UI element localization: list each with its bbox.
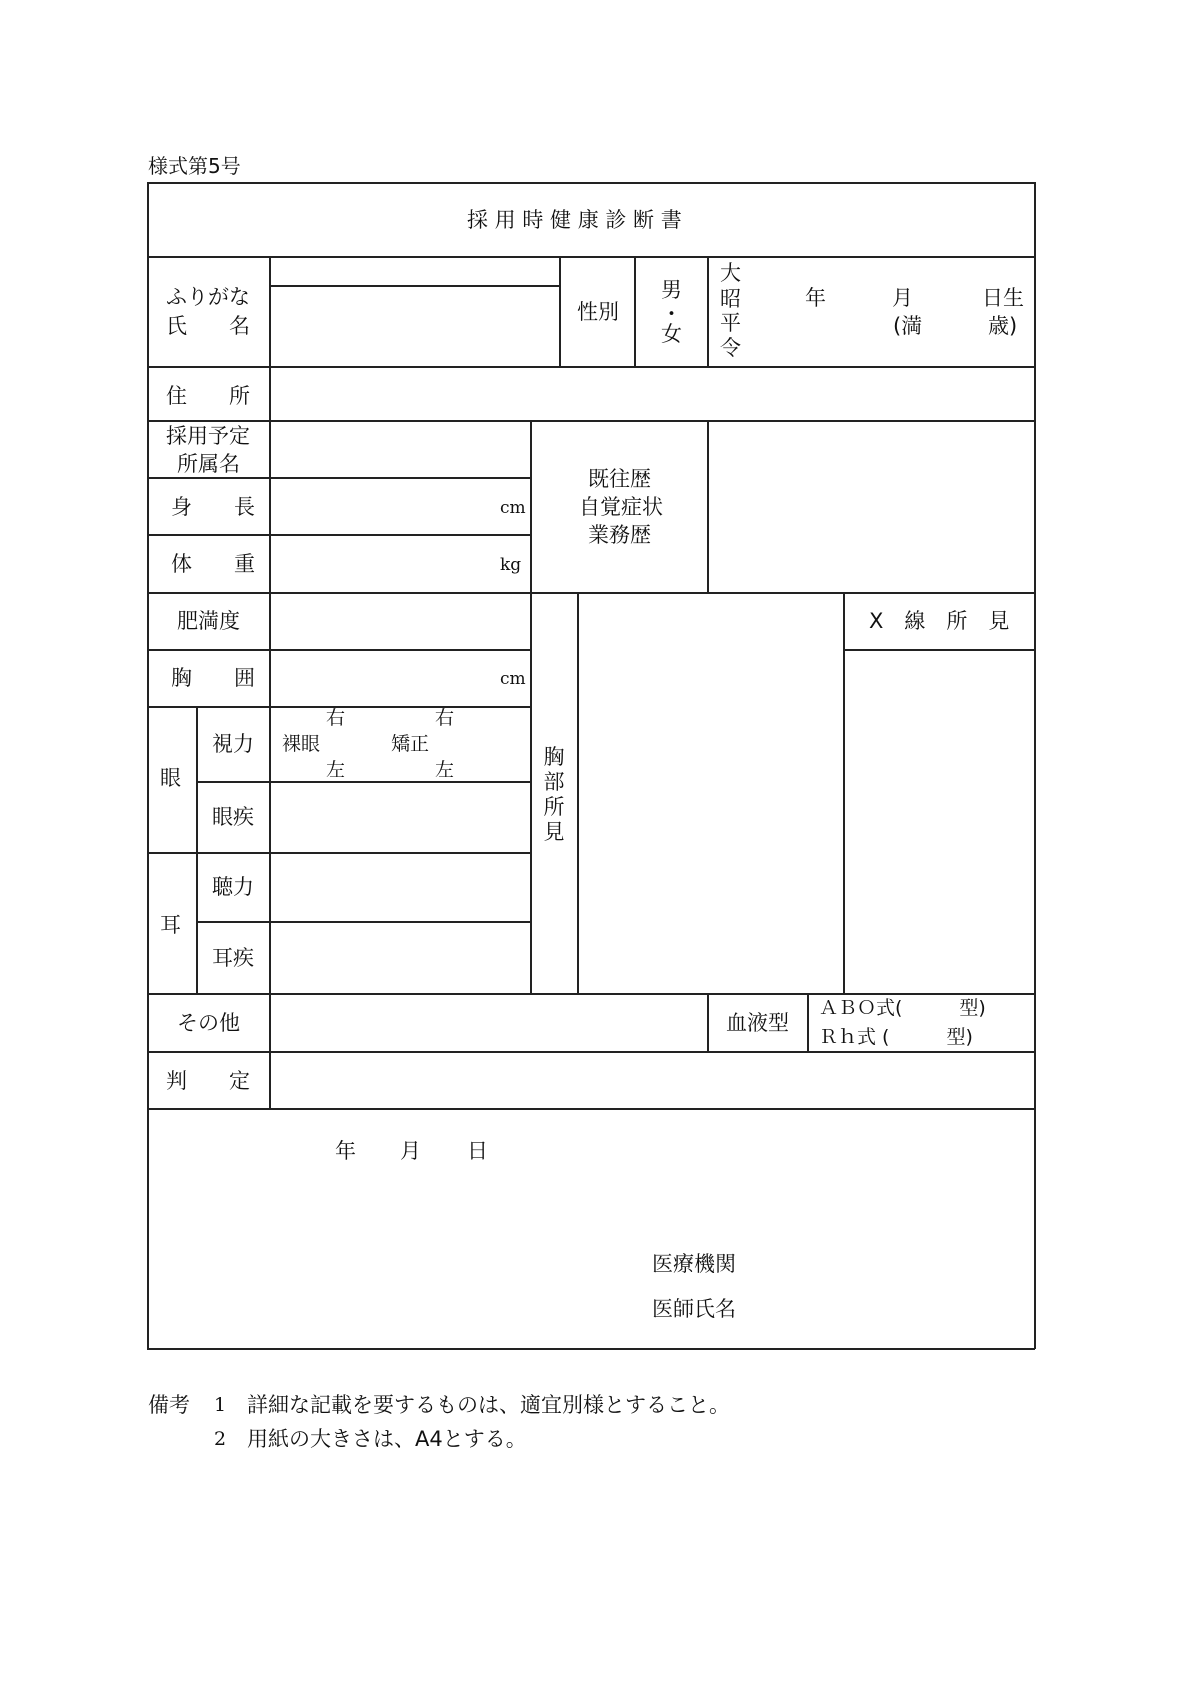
vision-corrected-left-label: 左 — [435, 759, 455, 781]
era-showa-option[interactable]: 昭 — [720, 287, 741, 311]
height-label: 身 長 — [171, 495, 255, 519]
chest-label: 胸 囲 — [171, 666, 255, 690]
department-field[interactable] — [271, 422, 529, 476]
eye-label: 眼 — [160, 766, 181, 790]
sex-label: 性別 — [577, 300, 619, 324]
birth-year-label: 年 — [805, 286, 826, 310]
ear-label: 耳 — [160, 913, 181, 937]
vision-naked-label: 裸眼 — [282, 733, 321, 755]
weight-label: 体 重 — [171, 552, 255, 576]
vision-corrected-label: 矯正 — [391, 733, 430, 755]
history-label-line3: 業務歴 — [588, 523, 651, 547]
notes-heading: 備考 — [148, 1393, 190, 1417]
vision-naked-left-label: 左 — [326, 759, 346, 781]
doctor-name-label: 医師氏名 — [652, 1297, 736, 1321]
date-year-label: 年 — [335, 1139, 356, 1163]
sex-male-option[interactable]: 男 — [661, 278, 682, 302]
note-2-text: 用紙の大きさは、A4とする。 — [247, 1427, 527, 1451]
history-label-line1: 既往歴 — [588, 467, 651, 491]
ear-disease-label: 耳疾 — [212, 946, 254, 970]
note-1-text: 詳細な記載を要するものは、適宜別様とすること。 — [247, 1393, 730, 1417]
obesity-field[interactable] — [271, 594, 529, 648]
history-field[interactable] — [709, 422, 1033, 591]
xray-label: X 線 所 見 — [869, 609, 1010, 633]
institution-label: 医療機関 — [652, 1252, 736, 1276]
furigana-field[interactable] — [271, 258, 558, 284]
address-field[interactable] — [271, 368, 1033, 419]
vision-label: 視力 — [212, 732, 254, 756]
age-close-label: 歳) — [988, 314, 1018, 338]
eye-disease-label: 眼疾 — [212, 805, 254, 829]
era-heisei-option[interactable]: 平 — [720, 311, 741, 335]
era-taisho-option[interactable]: 大 — [720, 261, 741, 285]
judgment-label: 判 定 — [166, 1069, 250, 1093]
chest-findings-field[interactable] — [579, 594, 842, 992]
birth-day-label: 日生 — [982, 286, 1024, 310]
eye-disease-field[interactable] — [271, 783, 529, 851]
furigana-label: ふりがな — [166, 285, 250, 309]
doctor-name-field[interactable] — [745, 1292, 1025, 1324]
birth-month-label: 月 — [892, 286, 913, 310]
chest-findings-label: 胸部所見 — [543, 745, 565, 844]
vision-naked-right-label: 右 — [326, 707, 346, 729]
xray-field[interactable] — [845, 651, 1033, 992]
other-label: その他 — [177, 1011, 240, 1035]
obesity-label: 肥満度 — [177, 609, 240, 633]
address-label: 住 所 — [166, 384, 250, 408]
blood-abo-field[interactable]: ＡＢＯ式( 型) — [819, 997, 986, 1019]
date-day-label: 日 — [467, 1139, 488, 1163]
hearing-field[interactable] — [271, 854, 529, 920]
hearing-label: 聴力 — [212, 875, 254, 899]
note-1-number: 1 — [214, 1394, 227, 1416]
era-reiwa-option[interactable]: 令 — [720, 336, 741, 360]
height-field[interactable] — [271, 479, 496, 533]
department-label-line2: 所属名 — [177, 452, 240, 476]
form-title: 採 用 時 健 康 診 断 書 — [467, 208, 682, 232]
age-open-label: (満 — [893, 314, 923, 338]
sex-separator: ・ — [661, 302, 682, 326]
ear-disease-field[interactable] — [271, 923, 529, 992]
sex-female-option[interactable]: 女 — [661, 322, 682, 346]
form-number: 様式第5号 — [148, 154, 241, 178]
chest-unit: cm — [500, 669, 526, 689]
department-label-line1: 採用予定 — [166, 424, 250, 448]
vision-field[interactable] — [271, 708, 529, 780]
blood-type-label: 血液型 — [726, 1011, 789, 1035]
other-field[interactable] — [271, 995, 706, 1050]
weight-field[interactable] — [271, 536, 496, 590]
history-label-line2: 自覚症状 — [579, 495, 663, 519]
height-unit: cm — [500, 498, 526, 518]
name-field[interactable] — [271, 287, 558, 365]
institution-field[interactable] — [745, 1248, 1025, 1280]
weight-unit: kg — [500, 555, 522, 575]
blood-rh-field[interactable]: Ｒｈ式 ( 型) — [819, 1026, 973, 1048]
name-label: 氏 名 — [166, 314, 250, 338]
note-2-number: 2 — [214, 1428, 227, 1450]
vision-corrected-right-label: 右 — [435, 707, 455, 729]
date-month-label: 月 — [400, 1139, 421, 1163]
chest-field[interactable] — [271, 651, 496, 705]
judgment-field[interactable] — [271, 1053, 1033, 1107]
